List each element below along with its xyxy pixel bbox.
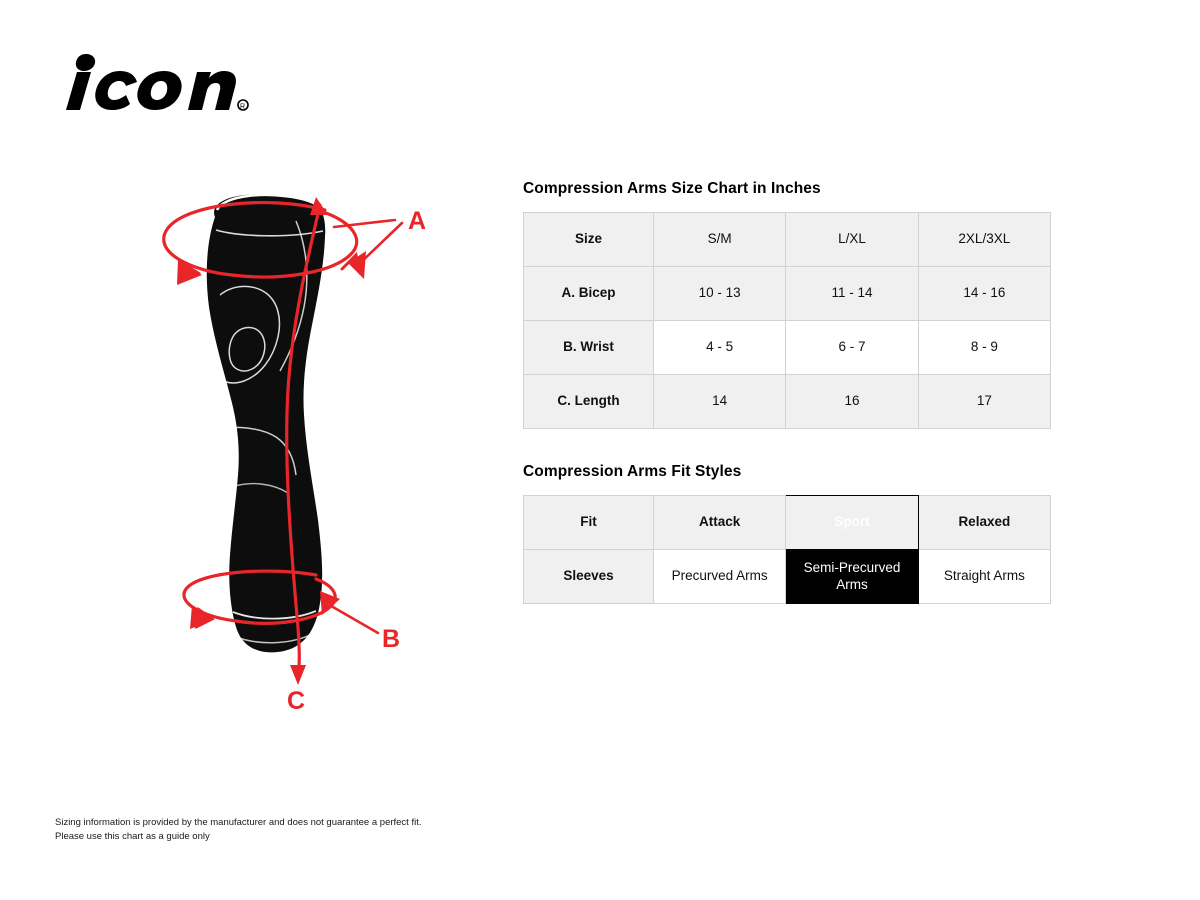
fit-header-sport: Sport (786, 496, 918, 550)
table-row (524, 375, 1051, 429)
size-chart-table (523, 212, 1051, 429)
disclaimer (55, 816, 422, 845)
size-chart-header-sm: S/M (654, 213, 786, 267)
fit-styles-table (523, 495, 1051, 604)
table-row (524, 267, 1051, 321)
callout-label-a: A (408, 207, 427, 235)
fit-row-label-sleeves: Sleeves (524, 550, 654, 604)
disclaimer-line-2: Please use this chart as a guide only (55, 831, 210, 843)
fit-cell-attack-sleeves: Precurved Arms (654, 550, 786, 604)
fit-styles-section (523, 463, 1051, 604)
size-chart-cell-wrist-lxl: 6 - 7 (786, 321, 918, 375)
svg-text:R: R (240, 103, 246, 111)
size-chart-cell-bicep-2xl3xl: 14 - 16 (918, 267, 1050, 321)
disclaimer-line-1: Sizing information is provided by the manufacturer and does not guarantee a perfect fit. (55, 816, 422, 828)
table-row (524, 496, 1051, 550)
fit-header-relaxed: Relaxed (918, 496, 1050, 550)
size-chart-cell-length-lxl: 16 (786, 375, 918, 429)
size-chart-cell-wrist-sm: 4 - 5 (654, 321, 786, 375)
size-chart-row-label-length: C. Length (524, 375, 654, 429)
callout-label-c: C (287, 687, 306, 715)
size-chart-cell-wrist-2xl3xl: 8 - 9 (918, 321, 1050, 375)
compression-arm-diagram (120, 175, 500, 715)
fit-cell-sport-sleeves: Semi-Precurved Arms (786, 550, 918, 604)
size-chart-row-label-wrist: B. Wrist (524, 321, 654, 375)
fit-header-attack: Attack (654, 496, 786, 550)
table-row (524, 213, 1051, 267)
size-chart-header-2xl3xl: 2XL/3XL (918, 213, 1050, 267)
icon-logo (60, 52, 250, 112)
size-chart-cell-bicep-sm: 10 - 13 (654, 267, 786, 321)
fit-styles-title: Compression Arms Fit Styles (523, 463, 742, 480)
size-chart-header-lxl: L/XL (786, 213, 918, 267)
fit-cell-relaxed-sleeves: Straight Arms (918, 550, 1050, 604)
charts-column (523, 180, 1051, 604)
size-chart-cell-length-sm: 14 (654, 375, 786, 429)
size-chart-title: Compression Arms Size Chart in Inches (523, 180, 821, 197)
size-chart-row-label-bicep: A. Bicep (524, 267, 654, 321)
size-chart-cell-length-2xl3xl: 17 (918, 375, 1050, 429)
size-chart-header-size: Size (524, 213, 654, 267)
table-row (524, 550, 1051, 604)
callout-label-b: B (382, 625, 401, 653)
fit-header-fit: Fit (524, 496, 654, 550)
size-chart-cell-bicep-lxl: 11 - 14 (786, 267, 918, 321)
table-row (524, 321, 1051, 375)
